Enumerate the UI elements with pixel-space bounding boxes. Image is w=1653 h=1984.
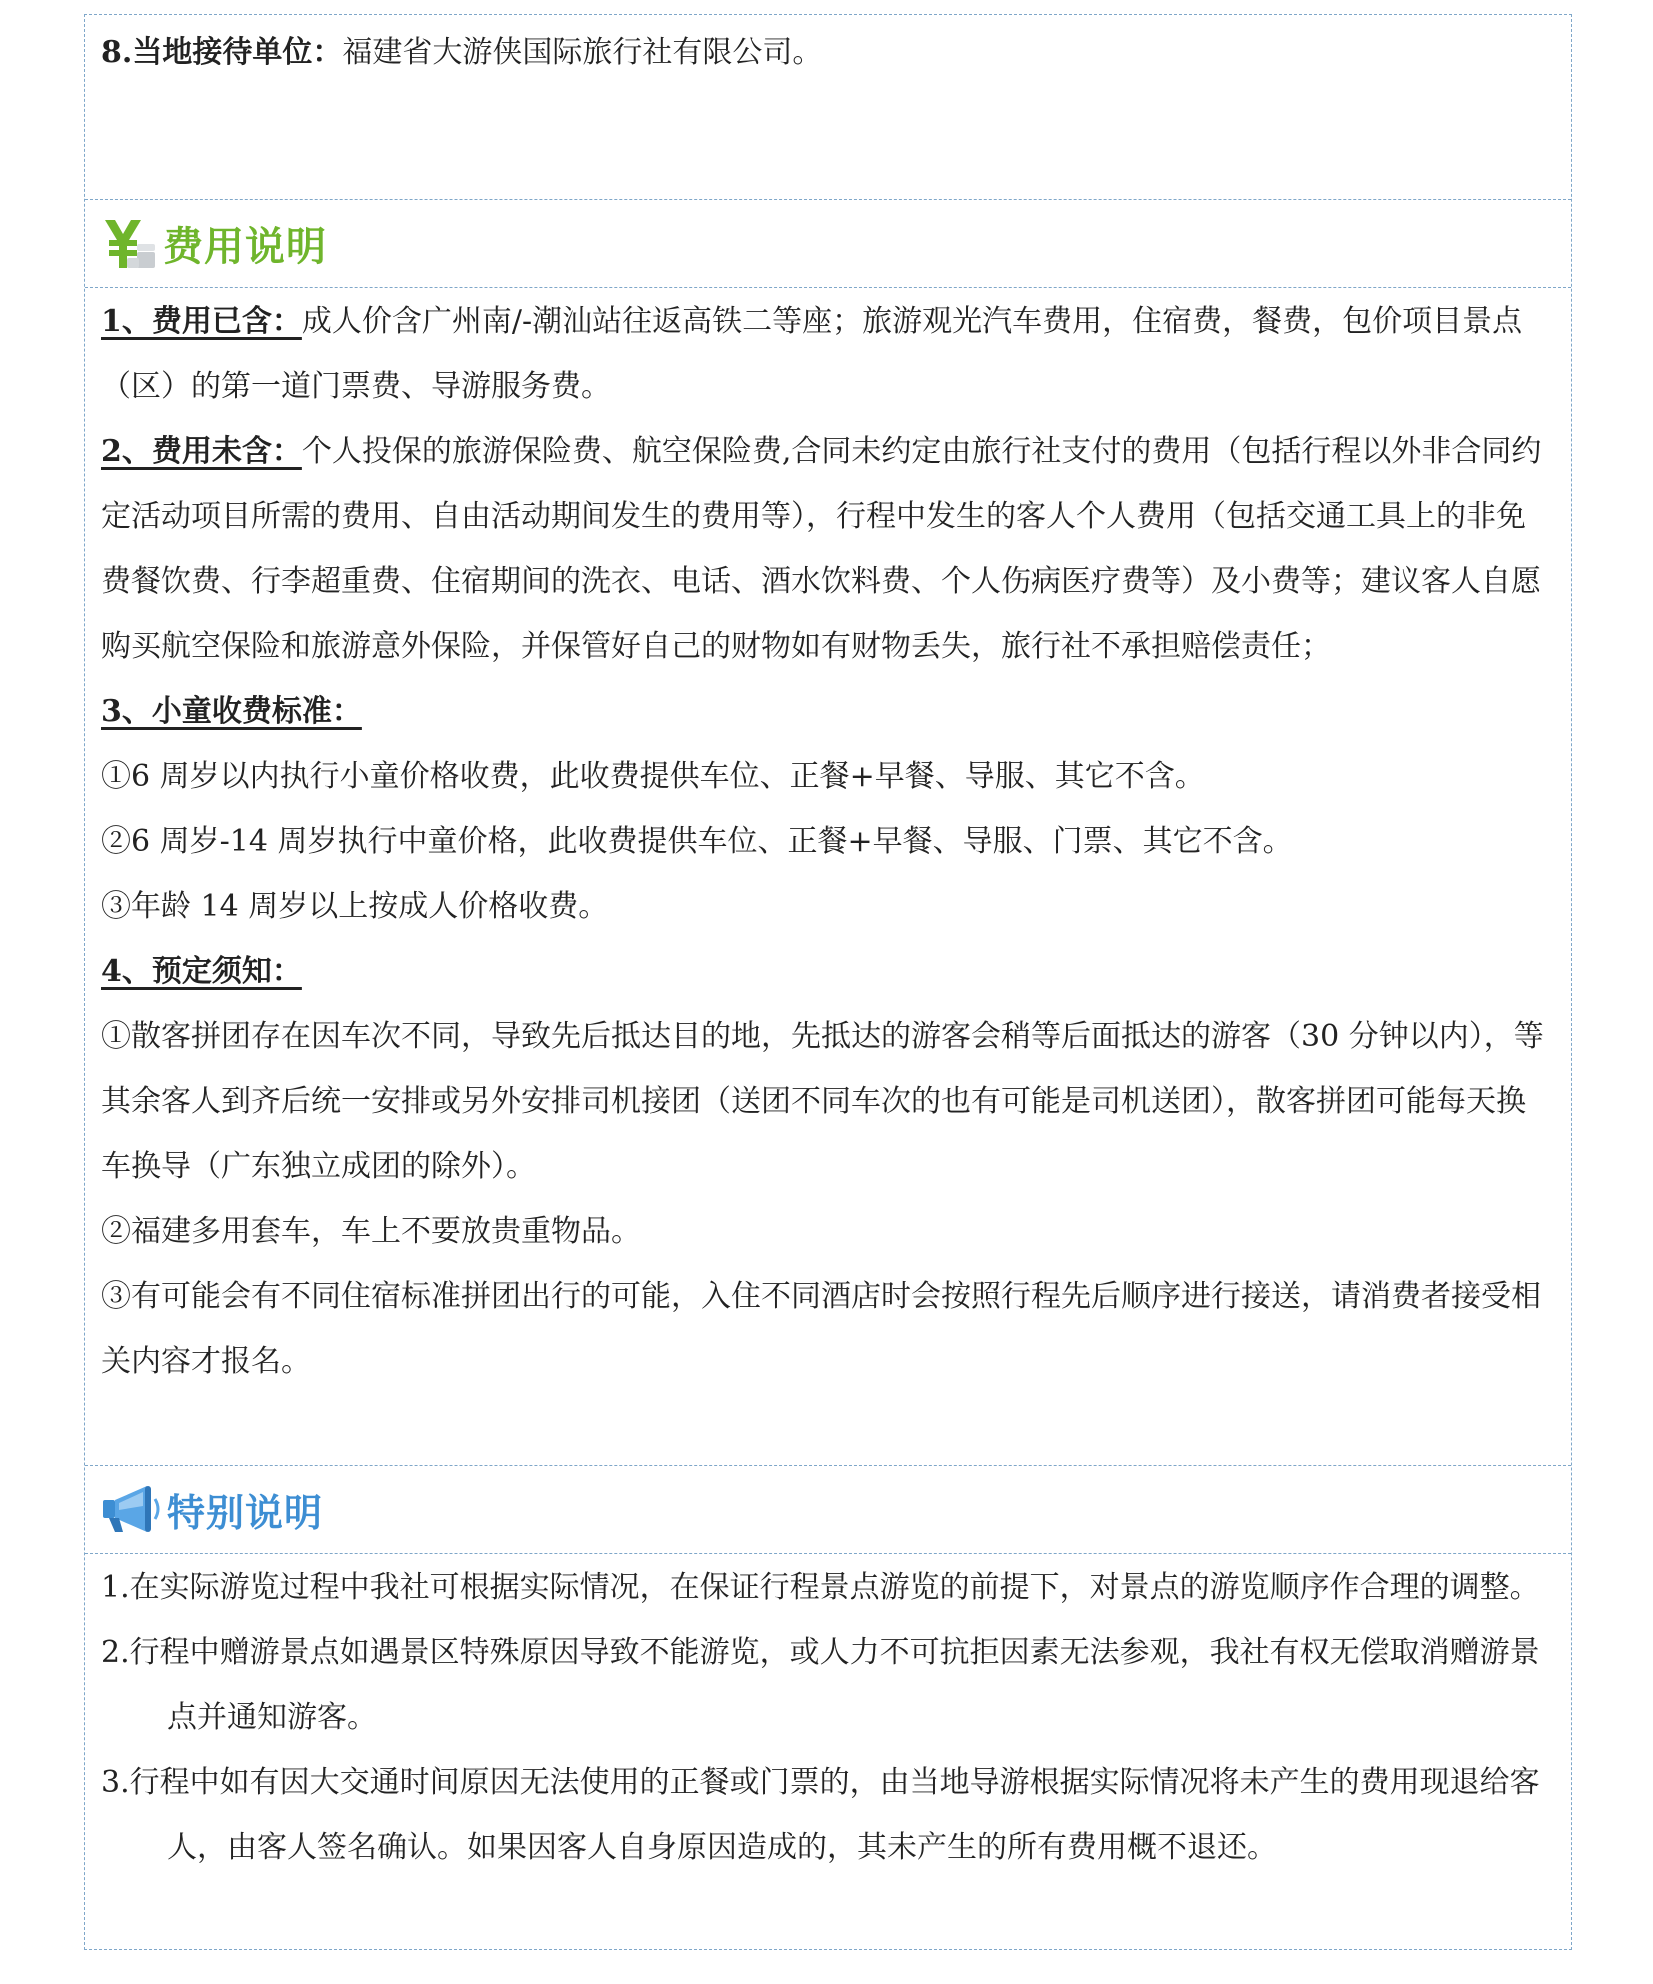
local-agency-value: 福建省大游侠国际旅行社有限公司。 [342,35,823,70]
fee-included-text: 成人价含广州南/-潮汕站往返高铁二等座；旅游观光汽车费用，住宿费，餐费，包价项目景点（区）的第一道门票费、导游服务费。 [101,304,1523,404]
special-item: 1.在实际游览过程中我社可根据实际情况，在保证行程景点游览的前提下，对景点的游览顺序作合理的调整。 [101,1570,1540,1605]
fee-details-text [101,289,1555,1394]
special-header-row [85,1465,1571,1554]
fee-excluded-text: 个人投保的旅游保险费、航空保险费,合同未约定由旅行社支付的费用（包括行程以外非合同约定活动项目所需的费用、自由活动期间发生的费用等），行程中发生的客人个人费用（包括交通工具上的非免费餐饮费、行李超重费、住宿期间的洗衣、电话、酒水饮料费、个人伤病医疗费等）及小费等；建议客人自愿购买航空保险和旅游意外保险，并保管好自己的财物如有财物丢失，旅行社不承担赔偿责任； [101,434,1542,664]
booking-notice-item: ②福建多用套车，车上不要放贵重物品。 [101,1214,641,1249]
local-agency-label: 8.当地接待单位： [101,35,343,70]
yen-coins-icon [101,214,159,272]
booking-notice-label: 4、预定须知： [101,954,302,989]
child-fee-item: ③年龄 14 周岁以上按成人价格收费。 [101,889,609,924]
special-header [101,1465,323,1553]
fee-section-title: 费用说明 [163,223,327,270]
booking-notice-item: ③有可能会有不同住宿标准拼团出行的可能，入住不同酒店时会按照行程先后顺序进行接送，请消费者接受相关内容才报名。 [101,1279,1541,1379]
megaphone-icon [101,1482,163,1536]
fee-excluded-paragraph [101,419,1555,679]
fee-excluded-label: 2、费用未含： [101,434,302,469]
special-section-title: 特别说明 [167,1490,324,1535]
child-fee-label: 3、小童收费标准： [101,694,362,729]
booking-notice-item: ①散客拼团存在因车次不同，导致先后抵达目的地，先抵达的游客会稍等后面抵达的游客（30 分钟以内），等其余客人到齐后统一安排或另外安排司机接团（送团不同车次的也有可能是司机送团），散客拼团可能每天换车换导（广东独立成团的除外）。 [101,1019,1544,1184]
fee-details-row [85,287,1571,1466]
itinerary-table [84,14,1572,1950]
special-item: 2.行程中赠游景点如遇景区特殊原因导致不能游览，或人力不可抗拒因素无法参观，我社有权无偿取消赠游景点并通知游客。 [101,1635,1540,1735]
special-details-text [101,1555,1555,1880]
fee-included-paragraph [101,289,1555,419]
child-fee-item: ①6 周岁以内执行小童价格收费，此收费提供车位、正餐+早餐、导服、其它不含。 [101,759,1205,794]
local-agency-text [101,20,1555,85]
special-item: 3.行程中如有因大交通时间原因无法使用的正餐或门票的，由当地导游根据实际情况将未产生的费用现退给客人，由客人签名确认。如果因客人自身原因造成的，其未产生的所有费用概不退还。 [101,1765,1540,1865]
fee-header-row [85,199,1571,288]
fee-header [101,199,327,287]
local-agency-row [85,15,1571,200]
child-fee-item: ②6 周岁-14 周岁执行中童价格，此收费提供车位、正餐+早餐、导服、门票、其它不含。 [101,824,1293,859]
special-details-row [85,1553,1571,1951]
fee-included-label: 1、费用已含： [101,304,302,339]
